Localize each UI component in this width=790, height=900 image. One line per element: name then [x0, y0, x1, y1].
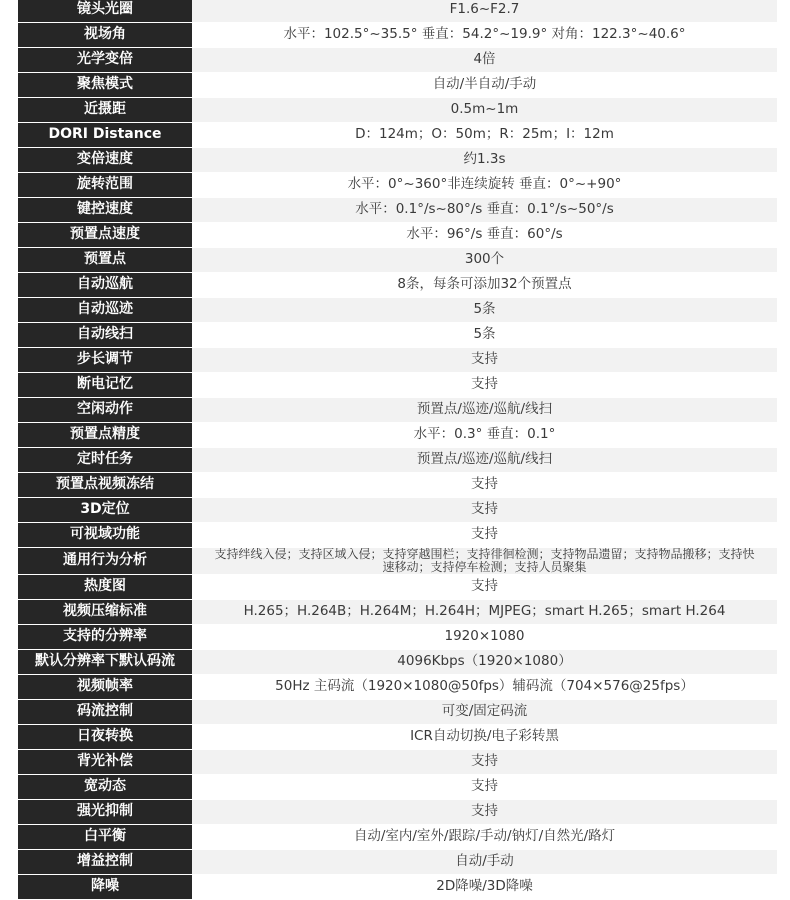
spec-value: 水平：0.1°/s~80°/s 垂直：0.1°/s~50°/s: [192, 197, 777, 222]
spec-label: 自动巡航: [18, 272, 192, 297]
spec-value: 0.5m~1m: [192, 97, 777, 122]
spec-row: [18, 522, 777, 547]
spec-row: [18, 849, 777, 874]
spec-value: 支持: [192, 497, 777, 522]
spec-label: 空闲动作: [18, 397, 192, 422]
spec-label: 支持的分辨率: [18, 624, 192, 649]
spec-row: [18, 197, 777, 222]
spec-label: 变倍速度: [18, 147, 192, 172]
spec-row: [18, 624, 777, 649]
spec-label: 降噪: [18, 874, 192, 899]
spec-row: [18, 824, 777, 849]
spec-value: 支持: [192, 799, 777, 824]
spec-value: 支持: [192, 472, 777, 497]
spec-value: 自动/室内/室外/跟踪/手动/钠灯/自然光/路灯: [192, 824, 777, 849]
spec-value: H.265；H.264B；H.264M；H.264H；MJPEG；smart H.265；smart H.264: [192, 599, 777, 624]
spec-value: ICR自动切换/电子彩转黑: [192, 724, 777, 749]
spec-value: 水平：0.3° 垂直：0.1°: [192, 422, 777, 447]
spec-label: 键控速度: [18, 197, 192, 222]
spec-value: 支持: [192, 749, 777, 774]
spec-value: 支持: [192, 347, 777, 372]
spec-row: [18, 749, 777, 774]
spec-value: 300个: [192, 247, 777, 272]
spec-row: [18, 447, 777, 472]
spec-label: 预置点视频冻结: [18, 472, 192, 497]
spec-label: 3D定位: [18, 497, 192, 522]
spec-value: 50Hz 主码流（1920×1080@50fps）辅码流（704×576@25fps）: [192, 674, 777, 699]
spec-row: [18, 774, 777, 799]
spec-table-body: [18, 0, 777, 899]
spec-label: 通用行为分析: [18, 547, 192, 574]
spec-row: [18, 97, 777, 122]
spec-label: 码流控制: [18, 699, 192, 724]
spec-row: [18, 422, 777, 447]
spec-value: 8条，每条可添加32个预置点: [192, 272, 777, 297]
spec-row: [18, 122, 777, 147]
spec-row: [18, 799, 777, 824]
spec-value: D：124m；O：50m；R：25m；I：12m: [192, 122, 777, 147]
spec-value: 预置点/巡迹/巡航/线扫: [192, 397, 777, 422]
spec-value: 水平：0°~360°非连续旋转 垂直：0°~+90°: [192, 172, 777, 197]
spec-row: [18, 22, 777, 47]
spec-label: 白平衡: [18, 824, 192, 849]
spec-row: [18, 372, 777, 397]
spec-label: 旋转范围: [18, 172, 192, 197]
spec-value: F1.6~F2.7: [192, 0, 777, 22]
spec-row: [18, 397, 777, 422]
spec-value: 约1.3s: [192, 147, 777, 172]
spec-label: 视频帧率: [18, 674, 192, 699]
spec-row: [18, 222, 777, 247]
spec-value: 自动/手动: [192, 849, 777, 874]
spec-value: 支持: [192, 774, 777, 799]
spec-row: [18, 599, 777, 624]
spec-label: 自动巡迹: [18, 297, 192, 322]
spec-label: 预置点速度: [18, 222, 192, 247]
spec-value: 水平：102.5°~35.5° 垂直：54.2°~19.9° 对角：122.3°~40.6°: [192, 22, 777, 47]
spec-table: [18, 0, 777, 900]
spec-row: [18, 497, 777, 522]
spec-value: 支持: [192, 522, 777, 547]
spec-value: 2D降噪/3D降噪: [192, 874, 777, 899]
spec-row: [18, 547, 777, 574]
spec-label: 预置点: [18, 247, 192, 272]
spec-label: 光学变倍: [18, 47, 192, 72]
spec-value: 4倍: [192, 47, 777, 72]
spec-label: 自动线扫: [18, 322, 192, 347]
spec-label: 近摄距: [18, 97, 192, 122]
spec-row: [18, 874, 777, 899]
spec-row: [18, 674, 777, 699]
spec-row: [18, 322, 777, 347]
spec-label: 视频压缩标准: [18, 599, 192, 624]
spec-value: 支持绊线入侵；支持区域入侵；支持穿越围栏；支持徘徊检测；支持物品遗留；支持物品搬移；支持快速移动；支持停车检测；支持人员聚集: [192, 547, 777, 574]
spec-row: [18, 272, 777, 297]
spec-row: [18, 649, 777, 674]
spec-value: 5条: [192, 322, 777, 347]
spec-row: [18, 724, 777, 749]
spec-row: [18, 0, 777, 22]
spec-label: DORI Distance: [18, 122, 192, 147]
spec-label: 增益控制: [18, 849, 192, 874]
spec-row: [18, 72, 777, 97]
spec-value: 4096Kbps（1920×1080）: [192, 649, 777, 674]
spec-row: [18, 247, 777, 272]
spec-label: 断电记忆: [18, 372, 192, 397]
spec-value: 1920×1080: [192, 624, 777, 649]
spec-row: [18, 699, 777, 724]
spec-value: 5条: [192, 297, 777, 322]
spec-value: 预置点/巡迹/巡航/线扫: [192, 447, 777, 472]
spec-label: 可视域功能: [18, 522, 192, 547]
spec-row: [18, 347, 777, 372]
spec-row: [18, 47, 777, 72]
spec-label: 镜头光圈: [18, 0, 192, 22]
spec-label: 宽动态: [18, 774, 192, 799]
spec-label: 日夜转换: [18, 724, 192, 749]
spec-label: 定时任务: [18, 447, 192, 472]
spec-row: [18, 147, 777, 172]
spec-value: 自动/半自动/手动: [192, 72, 777, 97]
spec-value: 支持: [192, 574, 777, 599]
spec-value: 可变/固定码流: [192, 699, 777, 724]
spec-label: 聚焦模式: [18, 72, 192, 97]
spec-row: [18, 574, 777, 599]
spec-label: 步长调节: [18, 347, 192, 372]
spec-row: [18, 297, 777, 322]
spec-label: 强光抑制: [18, 799, 192, 824]
spec-label: 视场角: [18, 22, 192, 47]
spec-label: 热度图: [18, 574, 192, 599]
spec-label: 默认分辨率下默认码流: [18, 649, 192, 674]
spec-row: [18, 172, 777, 197]
spec-row: [18, 472, 777, 497]
spec-label: 预置点精度: [18, 422, 192, 447]
spec-value: 支持: [192, 372, 777, 397]
spec-value: 水平：96°/s 垂直：60°/s: [192, 222, 777, 247]
spec-label: 背光补偿: [18, 749, 192, 774]
